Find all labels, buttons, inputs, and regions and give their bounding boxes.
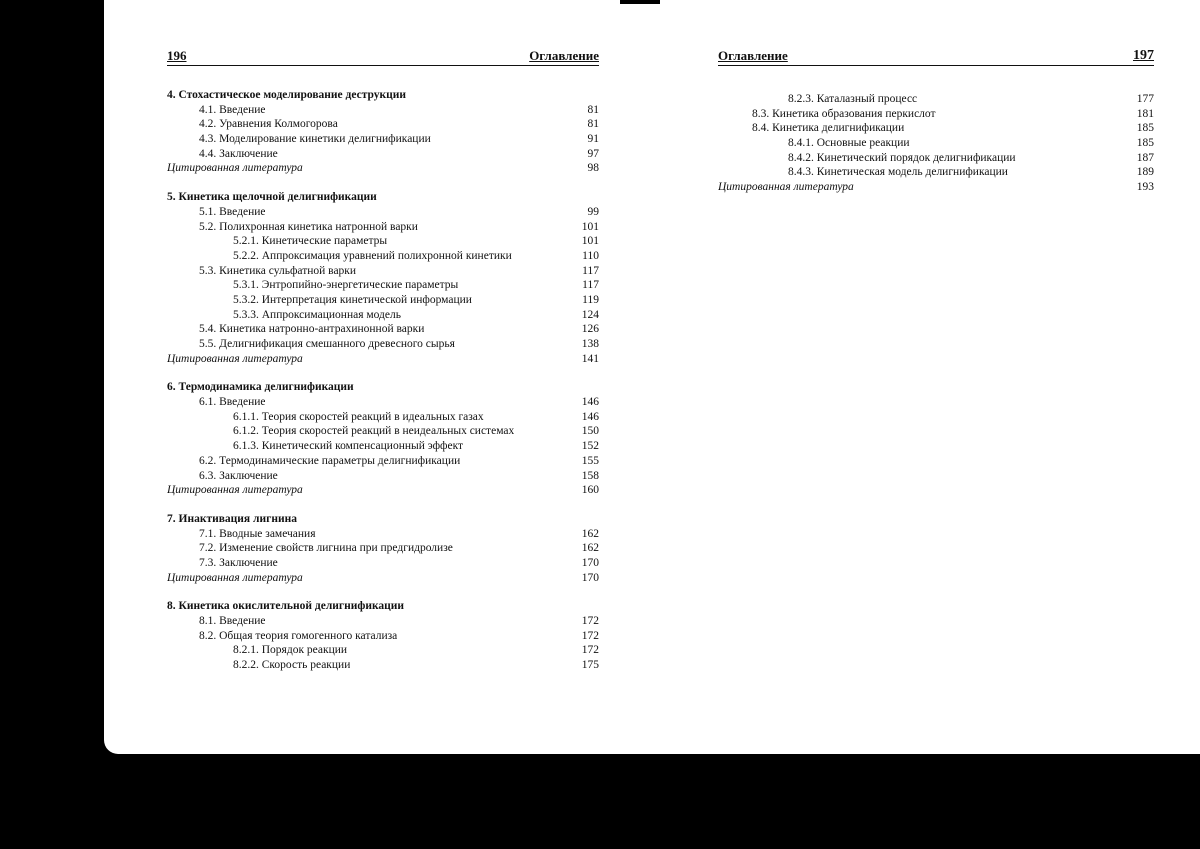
references-entry <box>167 483 599 498</box>
toc-entry-page: 162 <box>581 542 599 555</box>
toc-entry-label: 5.2.2. Аппроксимация уравнений полихронной кинетики <box>233 249 512 262</box>
left-running-head <box>167 44 599 66</box>
toc-entry-page: 189 <box>1136 166 1154 179</box>
toc-entry-page: 81 <box>587 118 599 131</box>
toc-entry-label: 5.5. Делигнификация смешанного древесного сырья <box>199 338 455 350</box>
left-toc <box>167 88 599 673</box>
toc-entry-page: 124 <box>581 308 599 321</box>
toc-entry-label: 4.3. Моделирование кинетики делигнификации <box>199 133 431 146</box>
toc-entry-page: 101 <box>581 235 599 248</box>
left-page-number: 196 <box>167 48 187 63</box>
toc-entry <box>167 469 599 484</box>
chapter-heading <box>167 88 599 103</box>
toc-entry-page: 172 <box>581 629 599 642</box>
chapter-heading <box>167 190 599 205</box>
toc-entry-page: 193 <box>1136 181 1154 194</box>
left-running-title: Оглавление <box>529 48 599 63</box>
toc-entry-label: Цитированная литература <box>167 571 303 584</box>
toc-entry-label: 5.4. Кинетика натронно-антрахинонной варки <box>199 323 425 336</box>
toc-entry <box>167 424 599 439</box>
toc-entry <box>167 220 599 235</box>
toc-entry-page: 162 <box>581 527 599 540</box>
toc-entry-label: 5.1. Введение <box>199 205 266 218</box>
toc-entry <box>718 136 1154 151</box>
toc-entry-label: 6.1.3. Кинетический компенсационный эффект <box>233 440 464 453</box>
toc-entry <box>167 264 599 279</box>
toc-entry-label: 7. Инактивация лигнина <box>167 512 297 525</box>
toc-entry-page: 158 <box>581 469 599 482</box>
toc-entry-label: 6.1.1. Теория скоростей реакций в идеальных газах <box>233 410 484 423</box>
toc-entry <box>167 278 599 293</box>
toc-entry-label: 6. Термодинамика делигнификации <box>167 381 354 394</box>
toc-entry-page: 98 <box>587 162 599 175</box>
toc-entry <box>167 556 599 571</box>
toc-entry <box>718 151 1154 166</box>
toc-entry-label: 7.1. Вводные замечания <box>199 527 316 540</box>
references-entry <box>167 161 599 176</box>
toc-entry-label: 8.4.3. Кинетическая модель делигнификации <box>788 166 1008 179</box>
toc-entry <box>718 107 1154 122</box>
toc-entry-page: 177 <box>1136 93 1154 105</box>
toc-entry-page: 81 <box>587 103 599 116</box>
toc-entry-page: 126 <box>581 323 599 336</box>
right-running-head <box>718 44 1154 66</box>
toc-entry <box>167 117 599 132</box>
right-page <box>718 44 1154 195</box>
references-entry <box>718 180 1154 195</box>
right-toc <box>718 92 1154 195</box>
references-entry <box>167 571 599 586</box>
toc-entry-label: 4. Стохастическое моделирование деструкции <box>167 89 406 101</box>
toc-entry <box>167 293 599 308</box>
toc-entry-page: 170 <box>581 571 599 584</box>
chapter-heading <box>167 599 599 614</box>
toc-entry-label: Цитированная литература <box>167 484 303 497</box>
toc-entry <box>167 103 599 118</box>
toc-entry-page: 175 <box>581 659 599 672</box>
toc-entry-label: 5.3.1. Энтропийно-энергетические параметры <box>233 279 459 292</box>
toc-entry-label: 5. Кинетика щелочной делигнификации <box>167 191 377 204</box>
chapter-gap <box>167 366 599 380</box>
toc-entry-page: 117 <box>582 279 599 292</box>
toc-entry-label: 4.4. Заключение <box>199 147 278 160</box>
toc-entry-page: 185 <box>1136 137 1154 150</box>
toc-entry <box>167 147 599 162</box>
scan-artifact <box>620 0 660 4</box>
toc-entry-page: 152 <box>581 440 599 453</box>
toc-entry <box>167 322 599 337</box>
toc-entry-page: 172 <box>581 615 599 627</box>
toc-entry-label: Цитированная литература <box>167 162 303 175</box>
toc-entry-label: Цитированная литература <box>167 352 303 365</box>
toc-entry-label: 6.1.2. Теория скоростей реакций в неидеальных системах <box>233 425 515 438</box>
toc-entry-label: 5.3.2. Интерпретация кинетической информации <box>233 293 472 306</box>
toc-entry <box>167 614 599 629</box>
toc-entry-page: 181 <box>1136 107 1154 120</box>
right-running-title: Оглавление <box>718 48 788 63</box>
toc-entry-label: 8.2.1. Порядок реакции <box>233 644 348 657</box>
toc-entry-label: 8.3. Кинетика образования перкислот <box>752 107 936 120</box>
toc-entry-label: 6.1. Введение <box>199 396 266 409</box>
chapter-heading <box>167 380 599 395</box>
toc-entry-label: 5.2. Полихронная кинетика натронной варки <box>199 220 418 233</box>
toc-entry-label: 5.3.3. Аппроксимационная модель <box>233 308 401 321</box>
toc-entry <box>167 308 599 323</box>
chapter-gap <box>167 176 599 190</box>
toc-entry-label: 7.2. Изменение свойств лигнина при предгидролизе <box>199 542 453 555</box>
chapter-heading <box>167 512 599 527</box>
toc-entry <box>167 527 599 542</box>
toc-entry-label: 4.2. Уравнения Колмогорова <box>199 118 338 131</box>
toc-entry <box>718 92 1154 107</box>
toc-entry <box>167 643 599 658</box>
toc-entry-page: 99 <box>587 205 599 218</box>
toc-entry <box>167 337 599 352</box>
toc-entry-label: 8.4.1. Основные реакции <box>788 137 910 150</box>
toc-entry-page: 160 <box>581 484 599 497</box>
toc-entry-page: 138 <box>581 338 599 350</box>
toc-entry-label: 6.2. Термодинамические параметры делигнификации <box>199 454 461 467</box>
toc-entry <box>167 454 599 469</box>
toc-entry <box>167 205 599 220</box>
right-page-number: 197 <box>1133 48 1154 63</box>
toc-entry <box>167 234 599 249</box>
toc-entry <box>167 629 599 644</box>
toc-entry-page: 146 <box>581 410 599 423</box>
toc-entry-page: 185 <box>1136 122 1154 135</box>
toc-entry-page: 150 <box>581 425 599 438</box>
toc-entry-page: 97 <box>587 147 599 160</box>
toc-entry-page: 110 <box>582 249 599 262</box>
toc-entry <box>167 395 599 410</box>
toc-entry-label: 8.4. Кинетика делигнификации <box>752 122 905 135</box>
toc-entry-page: 146 <box>581 396 599 409</box>
toc-entry-label: 5.2.1. Кинетические параметры <box>233 235 388 248</box>
toc-entry-label: 8.4.2. Кинетический порядок делигнификации <box>788 151 1016 164</box>
toc-entry-label: 8.2.3. Каталазный процесс <box>788 93 918 105</box>
toc-entry-page: 187 <box>1136 151 1154 164</box>
toc-entry <box>167 658 599 673</box>
toc-entry-page: 117 <box>582 264 599 277</box>
toc-entry-label: Цитированная литература <box>718 181 854 194</box>
toc-entry <box>167 249 599 264</box>
left-page <box>167 44 599 673</box>
toc-entry <box>167 410 599 425</box>
toc-entry-label: 4.1. Введение <box>199 103 266 116</box>
toc-entry-page: 91 <box>587 133 599 146</box>
toc-entry-page: 101 <box>581 220 599 233</box>
toc-entry-label: 8.2.2. Скорость реакции <box>233 659 351 672</box>
toc-entry-label: 5.3. Кинетика сульфатной варки <box>199 264 357 277</box>
toc-entry-label: 7.3. Заключение <box>199 556 278 569</box>
toc-entry <box>718 121 1154 136</box>
toc-entry <box>718 165 1154 180</box>
toc-entry-page: 141 <box>581 352 599 365</box>
toc-entry-label: 8. Кинетика окислительной делигнификации <box>167 600 405 613</box>
toc-entry-label: 8.2. Общая теория гомогенного катализа <box>199 629 398 642</box>
toc-entry-page: 172 <box>581 644 599 657</box>
toc-entry <box>167 541 599 556</box>
chapter-gap <box>167 585 599 599</box>
toc-entry-page: 170 <box>581 556 599 569</box>
toc-entry-page: 119 <box>582 293 599 306</box>
toc-entry-page: 155 <box>581 454 599 467</box>
chapter-gap <box>167 498 599 512</box>
toc-entry-label: 8.1. Введение <box>199 615 266 627</box>
toc-entry-label: 6.3. Заключение <box>199 469 278 482</box>
toc-entry <box>167 132 599 147</box>
toc-entry <box>167 439 599 454</box>
references-entry <box>167 352 599 367</box>
